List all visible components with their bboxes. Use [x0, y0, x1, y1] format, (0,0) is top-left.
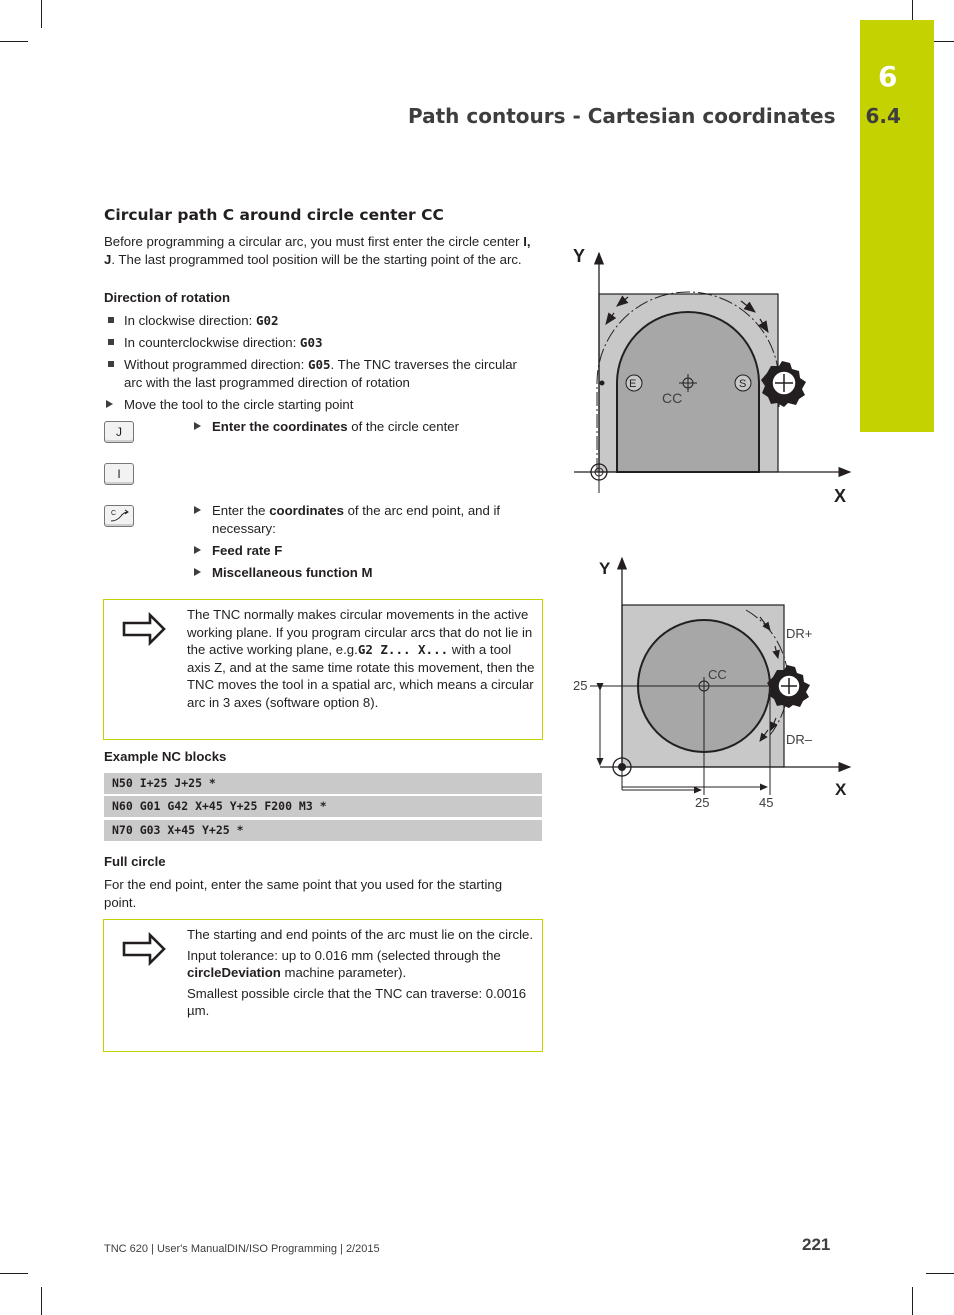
figure-full-circle	[560, 550, 860, 815]
nc-block-row: N60 G01 G42 X+45 Y+25 F200 M3 *	[104, 796, 542, 817]
note-bold: circleDeviation	[187, 965, 281, 981]
y-axis-label: Y	[573, 246, 586, 266]
note-arrow-icon	[120, 930, 168, 968]
bullet-square-icon	[108, 339, 114, 345]
running-head-title: Path contours - Cartesian coordinates	[408, 104, 836, 128]
key-i-button[interactable]: I	[104, 463, 134, 485]
step-bold: Enter the coordinates	[212, 419, 348, 434]
move-step-text: Move the tool to the circle starting point	[124, 397, 354, 412]
note-paragraph	[187, 947, 536, 982]
note-text-2: with a tool axis Z, and at the same time rotate this movement, then the TNC moves the tool in a spatial arc, which means a circular arc in 3 axes (software option 8).	[187, 642, 535, 710]
move-step	[104, 396, 534, 414]
step-feed-rate	[192, 542, 537, 560]
bullet-text: In counterclockwise direction:	[124, 335, 300, 350]
x-axis-label: X	[834, 486, 847, 506]
dr-minus-label: DR–	[786, 732, 813, 747]
figure-circular-path	[560, 235, 860, 510]
bullet-square-icon	[108, 361, 114, 367]
full-circle-paragraph: For the end point, enter the same point that you used for the starting point.	[104, 877, 503, 910]
note-box-2	[103, 919, 543, 1052]
step-arrow-icon	[194, 568, 201, 576]
circle-c-icon	[105, 506, 133, 526]
step-bold: Miscellaneous function M	[212, 565, 373, 580]
bullet-item	[104, 312, 534, 330]
intro-text-bold: I, J	[104, 234, 531, 267]
key-circle-c-button[interactable]	[104, 505, 134, 527]
page-number: 221	[802, 1235, 831, 1254]
key-j-button[interactable]: J	[104, 421, 134, 443]
end-point-label: E	[629, 378, 637, 390]
intro-text-2: . The last programmed tool position will be the starting point of the arc.	[111, 251, 522, 267]
dr-plus-label: DR+	[786, 626, 813, 641]
note-arrow-icon	[120, 610, 168, 648]
bullet-code: G03	[299, 335, 323, 350]
cc-label: CC	[708, 667, 727, 682]
step-enter-endpoint	[192, 502, 537, 537]
step-bold: coordinates	[269, 503, 344, 518]
note-body-2	[187, 920, 542, 1031]
note-text: Input tolerance: up to 0.016 mm (selected through the	[187, 947, 501, 963]
chapter-number: 6	[878, 60, 898, 93]
intro-paragraph	[104, 233, 534, 268]
crop-mark	[41, 1287, 42, 1315]
bullet-text: Without programmed direction:	[124, 357, 308, 372]
step-text-rest: of the arc end point, and if necessary:	[212, 503, 501, 536]
step-arrow-icon	[194, 422, 201, 430]
note-box-1	[103, 599, 543, 740]
x-axis-label: X	[835, 780, 847, 799]
step-bold: Feed rate F	[212, 543, 283, 558]
step-enter-center	[192, 418, 537, 436]
bullet-code: G05	[307, 357, 331, 372]
example-heading: Example NC blocks	[104, 749, 227, 764]
nc-block-row: N50 I+25 J+25 *	[104, 773, 542, 794]
crop-mark	[0, 1273, 28, 1274]
bullet-text: In clockwise direction:	[124, 313, 256, 328]
step-text: Enter the	[212, 503, 270, 518]
crop-mark	[912, 1287, 913, 1315]
tick-x-25: 25	[695, 795, 710, 810]
crop-mark	[912, 0, 913, 20]
footer-text: TNC 620 | User's ManualDIN/ISO Programming | 2/2015	[104, 1243, 380, 1255]
note-code: G2 Z... X...	[357, 642, 449, 658]
bullet-code: G02	[255, 313, 279, 328]
full-circle-heading: Full circle	[104, 854, 166, 869]
bullet-square-icon	[108, 317, 114, 323]
bullet-text-rest: . The TNC traverses the circular arc with the last programmed direction of rotation	[124, 357, 517, 390]
note-body-1	[187, 600, 542, 720]
step-text: of the circle center	[347, 419, 459, 434]
step-arrow-icon	[106, 400, 113, 408]
crop-mark	[41, 0, 42, 28]
running-head-section: 6.4	[865, 104, 901, 128]
note-text: The TNC normally makes circular movements in the active working plane. If you program circular arcs that do not lie in the active working plane, e.g.	[187, 607, 533, 658]
key-c-label: C	[111, 510, 117, 517]
step-arrow-icon	[194, 506, 201, 514]
tick-y-25: 25	[573, 678, 588, 693]
note-paragraph: Smallest possible circle that the TNC can traverse: 0.0016 µm.	[187, 985, 527, 1019]
start-point-label: S	[739, 378, 747, 390]
note-paragraph: The starting and end points of the arc must lie on the circle.	[187, 927, 533, 942]
nc-block-row: N70 G03 X+45 Y+25 *	[104, 820, 542, 841]
cc-label: CC	[662, 390, 683, 406]
crop-mark	[0, 41, 28, 42]
intro-text-1: Before programming a circular arc, you must first enter the circle center	[104, 234, 524, 249]
bullet-item	[104, 334, 534, 352]
section-title: Circular path C around circle center CC	[104, 206, 444, 224]
step-arrow-icon	[194, 546, 201, 554]
crop-mark	[926, 1273, 954, 1274]
y-axis-label: Y	[599, 559, 611, 578]
note-text-2: machine parameter).	[280, 965, 407, 981]
running-head	[408, 104, 901, 128]
step-misc-function	[192, 564, 537, 582]
direction-heading: Direction of rotation	[104, 290, 231, 305]
tick-x-45: 45	[759, 795, 774, 810]
bullet-item	[104, 356, 534, 391]
